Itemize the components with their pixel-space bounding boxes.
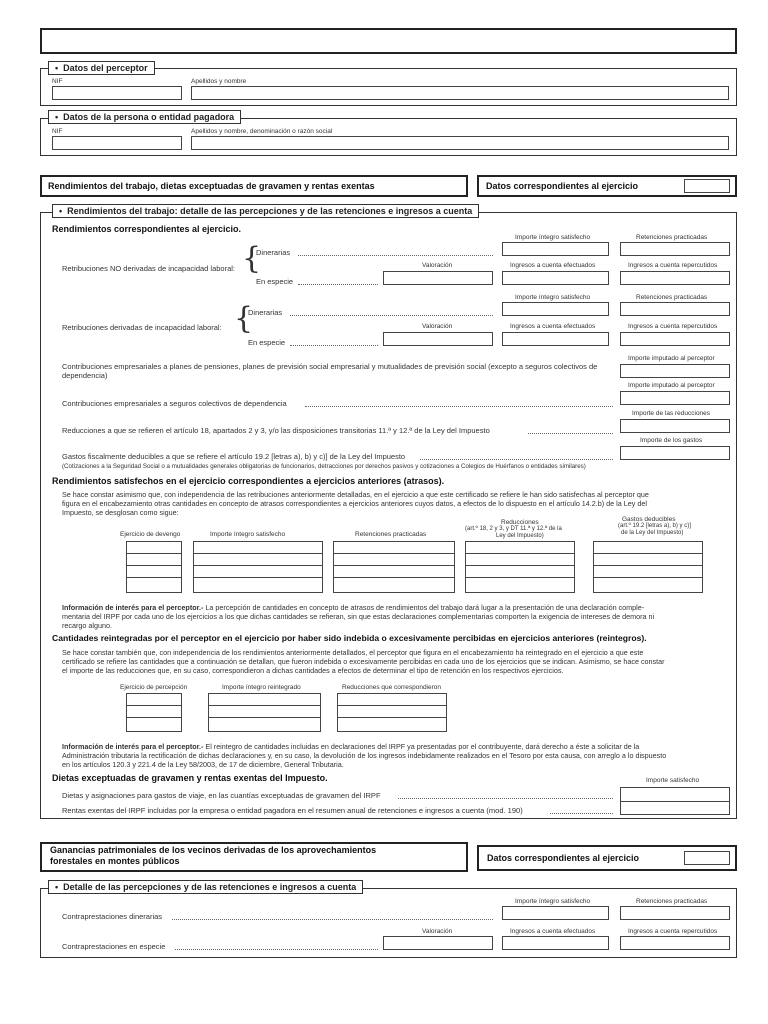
- reducciones-text: Reducciones a que se refieren el artículo 18, apartados 2 y 3, y/o las disposiciones transitorias 11.ª y 12.ª de la Ley del Impuesto: [62, 426, 490, 435]
- imputado-label-1: Importe imputado al perceptor: [628, 355, 715, 362]
- dietas-line-1: Dietas y asignaciones para gastos de viaje, en las cuantías exceptuadas de gravamen del IRPF: [62, 791, 381, 800]
- ingresos-repercutidos-label-1: Ingresos a cuenta repercutidos: [628, 262, 718, 269]
- atrasos-col-retenciones: Retenciones practicadas: [355, 531, 427, 538]
- incap-dinerarias-importe[interactable]: [502, 302, 609, 316]
- atrasos-text-1: Se hace constar asimismo que, con independencia de las retribuciones anteriormente detalladas, en el ejercicio a que este certificado se refiere le han sido satisfechas al perceptor que: [62, 490, 649, 499]
- dots: [172, 919, 493, 920]
- no-incap-dinerarias-label: Dinerarias: [256, 248, 291, 257]
- incap-dinerarias-retenciones[interactable]: [620, 302, 730, 316]
- atrasos-info-1: [62, 603, 644, 612]
- reducciones-input[interactable]: [620, 419, 730, 433]
- reintegros-col-reducciones: Reducciones que correspondieron: [342, 684, 442, 691]
- dietas-line-2: Rentas exentas del IRPF incluidas por la empresa o entidad pagadora en el resumen anual de retenciones e ingresos a cuenta (mod. 190): [62, 806, 523, 815]
- incap-especie-valoracion[interactable]: [383, 332, 493, 346]
- dots: [175, 949, 378, 950]
- dots: [298, 255, 493, 256]
- reintegros-info-2: Administración tributaria la rectificación de dichas declaraciones y, en su caso, la devolución de los ingresos indebidamente realizados en el Tesoro por esta causa, con arreglo a lo dispuesto: [62, 751, 667, 760]
- ganancias-especie-ingresos-repercutidos[interactable]: [620, 936, 730, 950]
- atrasos-col-importe: Importe íntegro satisfecho: [210, 531, 286, 538]
- reintegros-grid-reducciones[interactable]: [337, 693, 447, 732]
- ganancias-valoracion-label: Valoración: [422, 928, 453, 935]
- ganancias-retenciones-label: Retenciones practicadas: [636, 898, 708, 905]
- perceptor-title: • Datos del perceptor: [48, 61, 155, 75]
- reintegros-grid-importe[interactable]: [208, 693, 321, 732]
- pagadora-title: • Datos de la persona o entidad pagadora: [48, 110, 241, 124]
- incap-especie-label: En especie: [248, 338, 286, 347]
- importe-integro-label-2: Importe íntegro satisfecho: [515, 294, 591, 301]
- reintegros-text-2: certificado se refiere las cantidades que a continuación se detallan, que fueron indebida o excesivamente percibidas en cada uno de los ejercicios que se indican. Asimismo, se hace constar: [62, 657, 665, 666]
- gastos-note: (Cotizaciones a la Seguridad Social o a mutualidades generales obligatorias de funcionarios, detracciones por derechos pasivos y cotizaciones a Colegios de Huérfanos o entidades similares): [62, 463, 586, 470]
- reintegros-grid-ejercicio[interactable]: [126, 693, 182, 732]
- trabajo-ejercicio-input[interactable]: [684, 179, 730, 193]
- no-incap-especie-valoracion[interactable]: [383, 271, 493, 285]
- bullet-icon: •: [55, 882, 64, 892]
- pagadora-nif-label: NIF: [52, 128, 63, 135]
- dots: [305, 406, 613, 407]
- valoracion-label-1: Valoración: [422, 262, 453, 269]
- contrib-planes-input[interactable]: [620, 364, 730, 378]
- atrasos-grid-gastos[interactable]: [593, 541, 703, 593]
- no-incap-dinerarias-importe[interactable]: [502, 242, 609, 256]
- perceptor-nif-label: NIF: [52, 78, 63, 85]
- reintegros-col-ejercicio: Ejercicio de percepción: [120, 684, 188, 691]
- reducciones-importe-label: Importe de las reducciones: [632, 410, 711, 417]
- ganancias-dinerarias-retenciones[interactable]: [620, 906, 730, 920]
- bullet-icon: •: [55, 112, 64, 122]
- atrasos-grid-reducciones[interactable]: [465, 541, 575, 593]
- trabajo-ejercicio-label: Datos correspondientes al ejercicio: [486, 181, 639, 191]
- atrasos-grid-ejercicio[interactable]: [126, 541, 182, 593]
- incap-especie-ingresos-efectuados[interactable]: [502, 332, 609, 346]
- reintegros-info-text-1: El reintegro de cantidades incluidas en declaraciones del IRPF ya presentadas por el contribuyente, dará derecho a éste a solicitar de la: [205, 742, 640, 751]
- ganancias-importe-label: Importe íntegro satisfecho: [515, 898, 591, 905]
- corresp-heading: Rendimientos correspondientes al ejercicio.: [52, 224, 242, 234]
- ganancias-detalle-title: • Detalle de las percepciones y de las retenciones e ingresos a cuenta: [48, 880, 363, 894]
- atrasos-info-bold: Información de interés para el perceptor.-: [62, 603, 204, 612]
- pagadora-nif-input[interactable]: [52, 136, 182, 150]
- atrasos-col-gastos-b: (art.º 19.2 [letras a), b) y c)]: [618, 523, 691, 529]
- dots: [420, 459, 613, 460]
- atrasos-info-3: recargo alguno.: [62, 621, 112, 630]
- retenciones-label-2: Retenciones practicadas: [636, 294, 708, 301]
- reintegros-info-1: [62, 742, 639, 751]
- ingresos-efectuados-label-2: Ingresos a cuenta efectuados: [510, 323, 596, 330]
- no-incap-especie-label: En especie: [256, 277, 294, 286]
- header-box: [40, 28, 737, 54]
- trabajo-detalle-title: • Rendimientos del trabajo: detalle de las percepciones y de las retenciones e ingresos a cuenta: [52, 204, 479, 218]
- valoracion-label-2: Valoración: [422, 323, 453, 330]
- incap-dinerarias-label: Dinerarias: [248, 308, 283, 317]
- reintegros-col-importe: Importe íntegro reintegrado: [222, 684, 301, 691]
- reintegros-info-3: en los artículos 120.3 y 221.4 de la Ley 58/2003, de 17 de diciembre, General Tributaria.: [62, 760, 344, 769]
- dots: [398, 798, 613, 799]
- pagadora-nombre-label: Apellidos y nombre, denominación o razón social: [191, 128, 333, 135]
- perceptor-nombre-input[interactable]: [191, 86, 729, 100]
- brace-2: {: [234, 301, 254, 336]
- trabajo-title: Rendimientos del trabajo, dietas exceptuadas de gravamen y rentas exentas: [48, 181, 375, 191]
- atrasos-heading: Rendimientos satisfechos en el ejercicio correspondientes a ejercicios anteriores (atrasos).: [52, 476, 445, 486]
- brace-1: {: [242, 241, 262, 276]
- perceptor-nombre-label: Apellidos y nombre: [191, 78, 247, 85]
- dots: [528, 433, 613, 434]
- dietas-importe-label: Importe satisfecho: [646, 777, 700, 784]
- atrasos-info-2: mentaria del IRPF por cada uno de los ejercicios a los que dichas cantidades se refieran, sin que estas declaraciones complementarias comporten la exigencia de intereses de demora ni: [62, 612, 655, 621]
- no-incap-label: Retribuciones NO derivadas de incapacidad laboral:: [62, 264, 236, 273]
- no-incap-especie-ingresos-efectuados[interactable]: [502, 271, 609, 285]
- dots: [298, 284, 378, 285]
- no-incap-especie-ingresos-repercutidos[interactable]: [620, 271, 730, 285]
- ganancias-ejercicio-input[interactable]: [684, 851, 730, 865]
- dots: [550, 813, 613, 814]
- atrasos-grid-retenciones[interactable]: [333, 541, 455, 593]
- retenciones-label-1: Retenciones practicadas: [636, 234, 708, 241]
- gastos-text: Gastos fiscalmente deducibles a que se refiere el artículo 19.2 [letras a), b) y c)] de la Ley del Impuesto: [62, 452, 406, 461]
- contrib-seguros-input[interactable]: [620, 391, 730, 405]
- atrasos-col-ejercicio: Ejercicio de devengo: [120, 531, 181, 538]
- dietas-heading: Dietas exceptuadas de gravamen y rentas exentas del Impuesto.: [52, 773, 328, 783]
- incap-especie-ingresos-repercutidos[interactable]: [620, 332, 730, 346]
- atrasos-text-2: figura en el encabezamiento otras cantidades en concepto de atrasos correspondientes a ejercicios anteriores cuyos datos, a efectos de lo dispuesto en el artículo 14.2.b) de la Ley del: [62, 499, 647, 508]
- reintegros-info-bold: Información de interés para el perceptor.-: [62, 742, 204, 751]
- reintegros-text-1: Se hace constar también que, con independencia de los rendimientos anteriormente detallados, el perceptor que figura en el encabezamiento ha reintegrado en el ejercicio a que este: [62, 648, 644, 657]
- ganancias-ejercicio-label: Datos correspondientes al ejercicio: [487, 853, 640, 863]
- reintegros-heading: Cantidades reintegradas por el perceptor en el ejercicio por haber sido indebida o excesivamente percibidas en ejercicios anteriores (reintegros).: [52, 633, 647, 643]
- ganancias-dinerarias-label: Contraprestaciones dinerarias: [62, 912, 163, 921]
- no-incap-dinerarias-retenciones[interactable]: [620, 242, 730, 256]
- ganancias-especie-valoracion[interactable]: [383, 936, 493, 950]
- ingresos-efectuados-label-1: Ingresos a cuenta efectuados: [510, 262, 596, 269]
- ganancias-title-2: forestales en montes públicos: [50, 856, 180, 866]
- atrasos-info-text-1: La percepción de cantidades en concepto de atrasos de rendimientos del trabajo dará lugar a la presentación de una declaración comple-: [205, 603, 645, 612]
- atrasos-text-3: Impuesto, se desglosan como sigue:: [62, 508, 179, 517]
- ganancias-title-1: Ganancias patrimoniales de los vecinos derivadas de los aprovechamientos: [50, 845, 377, 855]
- ingresos-repercutidos-label-2: Ingresos a cuenta repercutidos: [628, 323, 718, 330]
- atrasos-col-reducciones-b: (art.º 18, 2 y 3, y DT 11.ª y 12.ª de la: [465, 526, 562, 532]
- dots: [290, 345, 378, 346]
- atrasos-col-gastos-c: de la Ley del Impuesto): [621, 530, 684, 536]
- atrasos-col-reducciones-c: Ley del Impuesto): [496, 533, 544, 539]
- atrasos-grid-importe[interactable]: [193, 541, 323, 593]
- ganancias-dinerarias-importe[interactable]: [502, 906, 609, 920]
- pagadora-nombre-input[interactable]: [191, 136, 729, 150]
- ganancias-ingresos-efectuados-label: Ingresos a cuenta efectuados: [510, 928, 596, 935]
- contrib-seguros-text: Contribuciones empresariales a seguros colectivos de dependencia: [62, 399, 287, 408]
- contrib-planes-text: Contribuciones empresariales a planes de pensiones, planes de previsión social empresarial y mutualidades de previsión social (excepto a seguros colectivos de dependencia): [62, 362, 598, 380]
- imputado-label-2: Importe imputado al perceptor: [628, 382, 715, 389]
- perceptor-nif-input[interactable]: [52, 86, 182, 100]
- atrasos-col-gastos-a: Gastos deducibles: [622, 516, 676, 523]
- gastos-input[interactable]: [620, 446, 730, 460]
- atrasos-col-reducciones-a: Reducciones: [501, 519, 539, 526]
- gastos-importe-label: Importe de los gastos: [640, 437, 703, 444]
- dots: [290, 315, 493, 316]
- ganancias-especie-label: Contraprestaciones en especie: [62, 942, 166, 951]
- ganancias-ingresos-repercutidos-label: Ingresos a cuenta repercutidos: [628, 928, 718, 935]
- dietas-input-divider: [620, 801, 730, 802]
- ganancias-especie-ingresos-efectuados[interactable]: [502, 936, 609, 950]
- bullet-icon: •: [55, 63, 64, 73]
- incap-label: Retribuciones derivadas de incapacidad laboral:: [62, 323, 222, 332]
- importe-integro-label-1: Importe íntegro satisfecho: [515, 234, 591, 241]
- reintegros-text-3: el importe de las reducciones que, en su caso, correspondieron a dichas cantidades a efectos de determinar el tipo de retención en los respectivos ejercicios.: [62, 666, 564, 675]
- bullet-icon: •: [59, 206, 68, 216]
